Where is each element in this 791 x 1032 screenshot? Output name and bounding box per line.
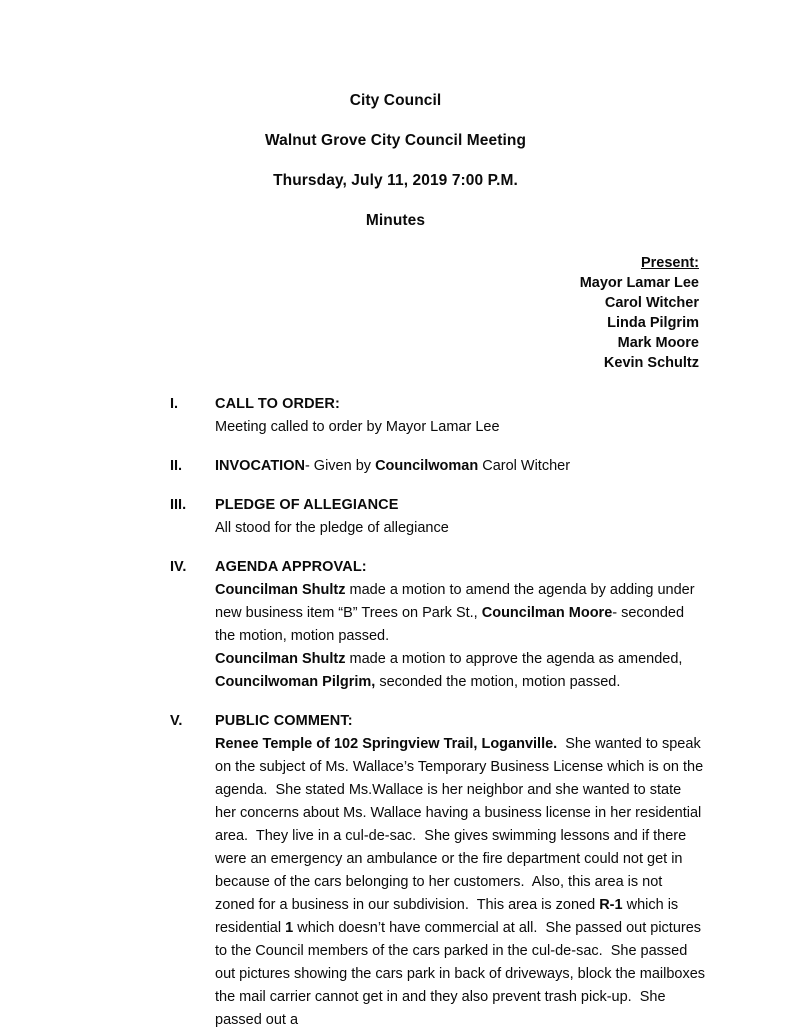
item-paragraph: INVOCATION- Given by Councilwoman Carol Witcher xyxy=(215,458,571,474)
item-numeral: III. xyxy=(170,497,187,513)
document-header xyxy=(0,0,791,229)
attendee-name: Mayor Lamar Lee xyxy=(579,275,699,291)
item-heading: CALL TO ORDER: xyxy=(215,396,340,412)
item-numeral: II. xyxy=(170,458,183,474)
item-numeral: V. xyxy=(170,713,183,729)
agenda-item-public-comment xyxy=(170,710,710,1032)
item-paragraph: Councilman Shultz made a motion to approve the agenda as amended, Councilwoman Pilgrim, seconded the motion, motion passed. xyxy=(215,651,687,690)
agenda-item-invocation xyxy=(170,455,707,478)
attendee-name: Mark Moore xyxy=(617,335,699,351)
item-paragraph: All stood for the pledge of allegiance xyxy=(215,520,449,536)
doc-title-org: City Council xyxy=(349,92,442,109)
agenda-items xyxy=(170,393,710,1032)
item-paragraph: Meeting called to order by Mayor Lamar Lee xyxy=(215,419,500,435)
attendee-name: Kevin Schultz xyxy=(603,355,699,371)
item-numeral: IV. xyxy=(170,559,187,575)
attendee-name: Linda Pilgrim xyxy=(607,315,699,331)
item-heading: PUBLIC COMMENT: xyxy=(215,713,353,729)
doc-title-minutes: Minutes xyxy=(365,212,426,229)
agenda-item-call-to-order xyxy=(170,393,707,439)
item-paragraph: Councilman Shultz made a motion to amend the agenda by adding under new business item “B” Trees on Park St., Councilman Moore- seconded the motion, motion passed. xyxy=(215,582,699,644)
agenda-item-pledge xyxy=(170,494,707,540)
item-heading: AGENDA APPROVAL: xyxy=(215,559,367,575)
present-label: Present: xyxy=(640,255,699,271)
present-block xyxy=(0,253,791,373)
agenda-item-agenda-approval xyxy=(170,556,707,694)
doc-title-datetime: Thursday, July 11, 2019 7:00 P.M. xyxy=(273,172,518,189)
attendee-name: Carol Witcher xyxy=(604,295,699,311)
item-heading: PLEDGE OF ALLEGIANCE xyxy=(215,497,399,513)
doc-title-meeting: Walnut Grove City Council Meeting xyxy=(264,132,527,149)
item-paragraph: Renee Temple of 102 Springview Trail, Loganville. She wanted to speak on the subject of Ms. Wallace’s Temporary Business License which is on the agenda. She stated Ms.Wallace is her neighbor and she wanted to state her concerns about Ms. Wallace having a business license in her residential area. They live in a cul-de-sac. She gives swimming lessons and if there were an emergency an ambulance or the fire department could not get in because of the cars belonging to her customers. Also, this area is not zoned for a business in our subdivision. This area is zoned R-1 which is residential 1 which doesn’t have commercial at all. She passed out pictures to the Council members of the cars parked in the cul-de-sac. She passed out pictures showing the cars park in back of driveways, block the mailboxes the mail carrier cannot get in and they also prevent trash pick-up. She passed out a xyxy=(215,736,710,1028)
item-numeral: I. xyxy=(170,396,179,412)
